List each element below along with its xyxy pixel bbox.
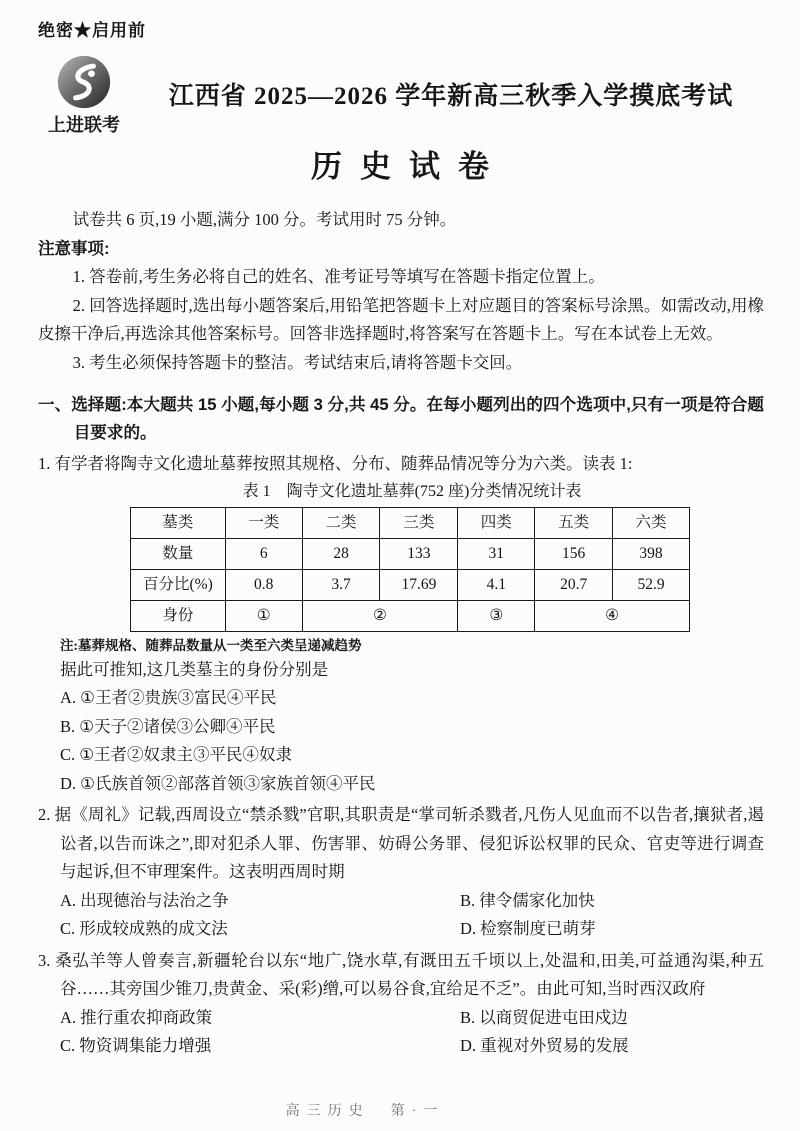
page-footer: 高三历史 第·一 [285, 1104, 445, 1119]
question-3-stem: 3. 桑弘羊等人曾奏言,新疆轮台以东“地广,饶水草,有溉田五千顷以上,处温和,田美,可益通沟渠,种五谷……其旁国少锥刀,贵黄金、采(彩)缯,可以易谷食,宜给足不乏”。由此可知,当时西汉政府 [38, 950, 764, 998]
table-cell: 五类 [535, 507, 613, 538]
question-2-option-d: D. 检察制度已萌芽 [460, 919, 596, 938]
question-1-option-c: C. ①王者②奴隶主③平民④奴隶 [60, 745, 293, 764]
question-2-option-b: B. 律令儒家化加快 [460, 890, 595, 910]
question-3-option-b: B. 以商贸促进屯田戍边 [460, 1007, 628, 1027]
table-cell: 六类 [613, 507, 690, 538]
table-cell: 一类 [225, 507, 302, 538]
table-cell: 0.8 [225, 569, 302, 600]
logo-text: 上进联考 [48, 115, 120, 135]
question-2 [38, 801, 764, 944]
question-3-option-a: A. 推行重农抑商政策 [60, 1007, 213, 1027]
table-1-note: 注:墓葬规格、随葬品数量从一类至六类呈递减趋势 [60, 637, 362, 653]
table-cell: 身份 [131, 600, 226, 631]
table-cell: 二类 [302, 507, 380, 538]
question-1-option-a: A. ①王者②贵族③富民④平民 [60, 688, 277, 707]
logo-monogram-icon [38, 54, 130, 110]
table-cell: 156 [535, 538, 613, 569]
question-3-option-c: C. 物资调集能力增强 [60, 1036, 212, 1055]
table-cell: ③ [458, 600, 535, 631]
secrecy-label: 绝密★启用前 [38, 21, 146, 40]
table-cell: 3.7 [302, 569, 380, 600]
table-cell: 6 [225, 538, 302, 569]
question-3-options [38, 1004, 764, 1061]
question-1-option-d: D. ①氏族首领②部落首领③家族首领④平民 [60, 773, 376, 793]
table-1-tomb-statistics [130, 507, 690, 632]
question-2-options [38, 887, 764, 944]
table-cell: 墓类 [131, 507, 226, 538]
question-3 [38, 947, 764, 1061]
question-2-stem: 2. 据《周礼》记载,西周设立“禁杀戮”官职,其职责是“掌司斩杀戮者,凡伤人见血而不以告者,攘狱者,遏讼者,以告而诛之”,即对犯杀人罪、伤害罪、妨碍公务罪、侵犯诉讼权罪的民众、官吏等进行调查与起诉,但不审理案件。这表明西周时期 [38, 805, 764, 881]
table-cell: 31 [458, 538, 535, 569]
table-cell: ④ [535, 600, 690, 631]
section-heading-choice: 一、选择题:本大题共 15 小题,每小题 3 分,共 45 分。在每小题列出的四个选项中,只有一项是符合题目要求的。 [38, 395, 764, 442]
table-cell: 17.69 [380, 569, 458, 600]
shangjin-lianko-logo [38, 54, 130, 137]
question-2-option-c: C. 形成较成熟的成文法 [60, 919, 228, 938]
table-cell: 百分比(%) [131, 569, 226, 600]
table-cell: 四类 [458, 507, 535, 538]
table-cell: 三类 [380, 507, 458, 538]
question-1 [38, 450, 764, 798]
question-1-prompt: 据此可推知,这几类墓主的身份分别是 [60, 659, 329, 679]
table-cell: ② [302, 600, 458, 631]
notice-item-2: 2. 回答选择题时,选出每小题答案后,用铅笔把答题卡上对应题目的答案标号涂黑。如需改动,用橡皮擦干净后,再选涂其他答案标号。回答非选择题时,将答案写在答题卡上。写在本试卷上无效。 [38, 295, 764, 343]
table-row-count [131, 538, 690, 569]
question-2-option-a: A. 出现德治与法治之争 [60, 890, 229, 910]
table-cell: 28 [302, 538, 380, 569]
table-cell: 133 [380, 538, 458, 569]
table-cell: ① [225, 600, 302, 631]
table-row-percentage [131, 569, 690, 600]
paper-summary-line: 试卷共 6 页,19 小题,满分 100 分。考试用时 75 分钟。 [72, 210, 457, 229]
question-1-stem: 1. 有学者将陶寺文化遗址墓葬按照其规格、分布、随葬品情况等分为六类。读表 1: [38, 454, 633, 473]
question-3-option-d: D. 重视对外贸易的发展 [460, 1036, 629, 1055]
table-cell: 4.1 [458, 569, 535, 600]
notice-item-3: 3. 考生必须保持答题卡的整洁。考试结束后,请将答题卡交回。 [72, 352, 523, 372]
exam-title: 江西省 2025—2026 学年新高三秋季入学摸底考试 [168, 83, 734, 110]
paper-body [38, 206, 764, 1061]
table-row-identity [131, 600, 690, 631]
notice-item-1: 1. 答卷前,考生务必将自己的姓名、准考证号等填写在答题卡指定位置上。 [72, 267, 605, 286]
subject-title: 历史试卷 [311, 149, 507, 184]
table-1-caption: 表 1 陶寺文化遗址墓葬(752 座)分类情况统计表 [242, 482, 582, 500]
table-cell: 398 [613, 538, 690, 569]
notice-heading: 注意事项: [38, 239, 110, 258]
table-cell: 52.9 [613, 569, 690, 600]
table-cell: 数量 [131, 538, 226, 569]
question-1-option-b: B. ①天子②诸侯③公卿④平民 [60, 716, 276, 736]
table-cell: 20.7 [535, 569, 613, 600]
table-row-header [131, 507, 690, 538]
